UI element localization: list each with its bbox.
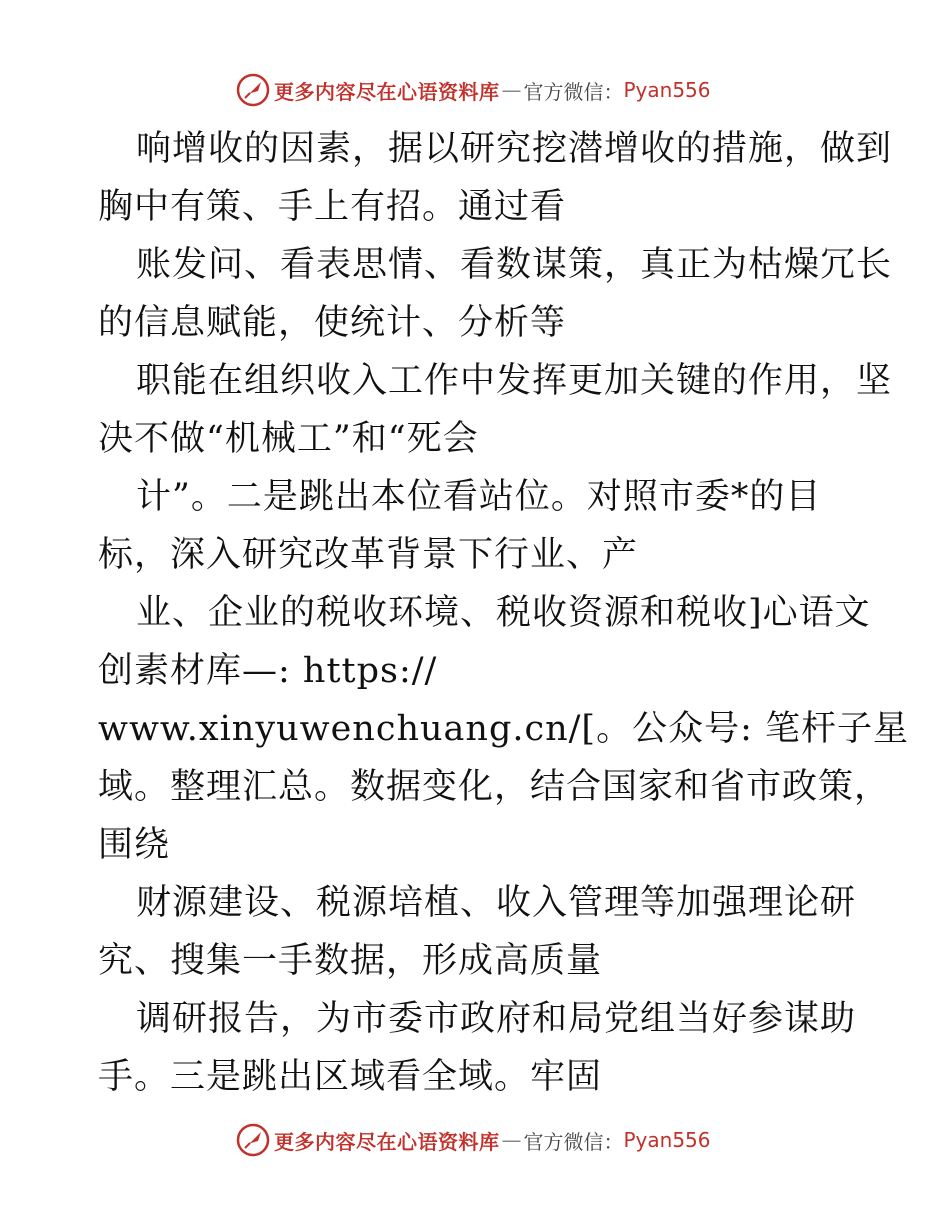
document-body — [98, 120, 909, 1106]
body-line: 账发问、看表思情、看数谋策，真正为枯燥冗长 — [136, 245, 893, 285]
body-line: www.xinyuwenchuang.cn/[。公众号: 笔杆子星 — [98, 709, 909, 749]
body-line: 调研报告，为市委市政府和局党组当好参谋助 — [136, 999, 857, 1039]
body-line: 职能在组织收入工作中发挥更加关键的作用，坚 — [136, 361, 893, 401]
body-line: 的信息赋能，使统计、分析等 — [98, 303, 567, 343]
page-footer-watermark — [236, 1122, 711, 1158]
header-official-label: 官方微信： — [523, 79, 624, 104]
feather-pen-logo-icon — [236, 73, 270, 107]
header-brand-text: 更多内容尽在心语资料库 — [274, 79, 500, 104]
body-line: 手。三是跳出区域看全域。牢固 — [98, 1057, 603, 1097]
feather-pen-logo-icon — [236, 1123, 270, 1157]
header-separator: — — [501, 78, 522, 102]
header-wechat-id: Pyan556 — [623, 78, 711, 102]
body-line: 胸中有策、手上有招。通过看 — [98, 187, 567, 227]
body-line: 域。整理汇总。数据变化，结合国家和省市政策， — [98, 767, 891, 807]
body-line: 业、企业的税收环境、税收资源和税收]心语文 — [136, 593, 871, 633]
body-line: 财源建设、税源培植、收入管理等加强理论研 — [136, 883, 857, 923]
footer-separator: — — [501, 1128, 522, 1152]
body-line: 计”。二是跳出本位看站位。对照市委*的目 — [136, 477, 822, 517]
footer-brand-text: 更多内容尽在心语资料库 — [274, 1129, 500, 1154]
footer-official-label: 官方微信： — [523, 1129, 624, 1154]
body-line: 围绕 — [98, 825, 171, 865]
body-line: 响增收的因素，据以研究挖潜增收的措施，做到 — [136, 129, 893, 169]
body-line: 究、搜集一手数据，形成高质量 — [98, 941, 603, 981]
body-line: 决不做“机械工”和“死会 — [98, 419, 479, 459]
body-line: 标，深入研究改革背景下行业、产 — [98, 535, 639, 575]
body-line: 创素材库—: https:// — [98, 651, 438, 691]
footer-wechat-id: Pyan556 — [623, 1128, 711, 1152]
page-header-watermark — [236, 72, 711, 108]
